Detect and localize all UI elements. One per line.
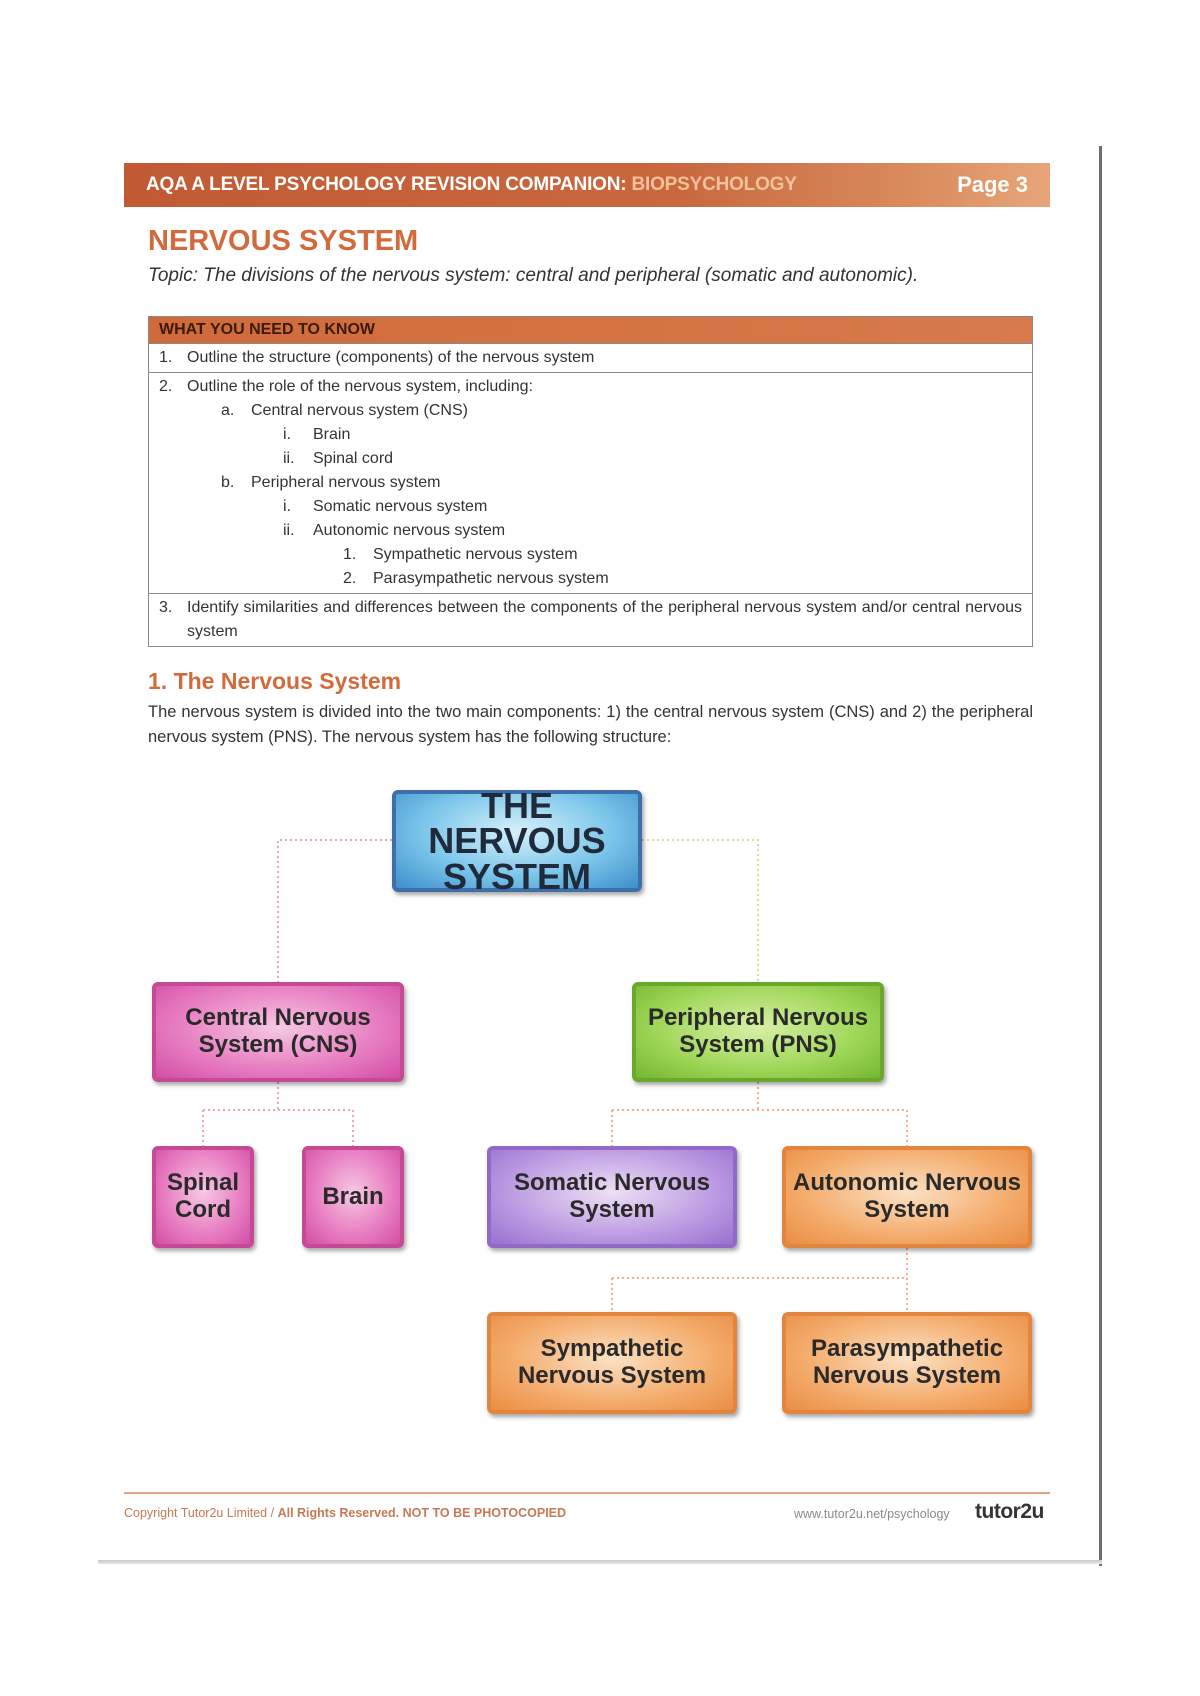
list-number: i. (283, 426, 291, 443)
list-number: i. (283, 498, 291, 515)
list-text: Peripheral nervous system (251, 474, 441, 491)
node-label: System (864, 1196, 950, 1223)
footer-url: www.tutor2u.net/psychology (794, 1507, 950, 1521)
tutor2u-logo: tutor2u (975, 1500, 1044, 1523)
header-title (146, 174, 797, 196)
what-you-need-to-know-box (148, 316, 1033, 647)
section-heading: 1. The Nervous System (148, 668, 402, 694)
node-label: THE NERVOUS (428, 785, 606, 862)
connector-autonomic-children (612, 1248, 907, 1312)
list-text: Parasympathetic nervous system (373, 570, 609, 587)
list-number: 2. (159, 378, 173, 395)
node-label: Sympathetic (540, 1335, 684, 1363)
node-autonomic-nervous-system (782, 1146, 1032, 1248)
footer-separator: / (267, 1506, 278, 1520)
list-text: Spinal cord (313, 450, 394, 467)
header-title-accent: BIOPSYCHOLOGY (631, 174, 797, 195)
node-somatic-nervous-system (487, 1146, 737, 1248)
list-number: ii. (283, 522, 295, 539)
connector-root-cns (278, 840, 392, 982)
list-text: Autonomic nervous system (313, 522, 506, 539)
list-number: 3. (159, 599, 173, 616)
node-label: Nervous System (812, 1362, 1002, 1389)
node-parasympathetic-nervous-system (782, 1312, 1032, 1414)
list-text: Central nervous system (CNS) (251, 402, 468, 419)
list-number: a. (221, 402, 235, 419)
page-bottom-shadow (98, 1560, 1102, 1564)
section-paragraph: The nervous system is divided into the two main components: 1) the central nervous system (CNS) and 2) the peripheral nervous system (PNS). The nervous system has the following structure: (148, 703, 1033, 746)
node-label: Somatic Nervous (513, 1169, 711, 1197)
node-peripheral-nervous-system (632, 982, 884, 1082)
node-sympathetic-nervous-system (487, 1312, 737, 1414)
node-nervous-system (392, 785, 642, 897)
node-label: Peripheral Nervous (647, 1004, 869, 1032)
node-label: Nervous System (517, 1362, 707, 1389)
node-spinal-cord (152, 1146, 254, 1248)
node-brain (302, 1146, 404, 1248)
node-label: Central Nervous (185, 1004, 371, 1032)
topic-line: Topic: The divisions of the nervous system: central and peripheral (somatic and autonomic). (148, 265, 919, 286)
connector-cns-children (203, 1082, 353, 1146)
node-label: Autonomic Nervous (792, 1169, 1022, 1197)
copyright-text: Copyright Tutor2u Limited (124, 1506, 268, 1520)
wytk-heading: WHAT YOU NEED TO KNOW (149, 317, 1032, 343)
list-text: Outline the role of the nervous system, including: (187, 378, 533, 395)
node-label: Brain (322, 1182, 384, 1210)
list-number: 1. (343, 546, 357, 563)
node-label: System (PNS) (679, 1031, 837, 1058)
connector-pns-children (612, 1082, 907, 1146)
node-label: Cord (174, 1196, 231, 1223)
wytk-item-3 (149, 593, 1032, 646)
header-title-prefix: AQA A LEVEL PSYCHOLOGY REVISION COMPANION: (146, 174, 632, 195)
node-label: Spinal (166, 1169, 239, 1197)
node-label: System (569, 1196, 655, 1223)
node-label: Parasympathetic (810, 1335, 1004, 1363)
connector-root-pns (642, 840, 758, 982)
header-banner (124, 163, 1050, 207)
list-number: 2. (343, 570, 357, 587)
node-label: System (CNS) (198, 1031, 358, 1058)
node-label: SYSTEM (442, 855, 592, 897)
node-central-nervous-system (152, 982, 404, 1082)
list-number: b. (221, 474, 235, 491)
list-number: 1. (159, 349, 173, 366)
footer-divider (124, 1492, 1050, 1494)
page-edge-shadow (1099, 146, 1102, 1566)
list-number: ii. (283, 450, 295, 467)
list-text: Outline the structure (components) of the nervous system (187, 349, 595, 366)
footer-copyright (124, 1506, 566, 1520)
wytk-item-2 (149, 372, 1032, 593)
list-text: Brain (313, 426, 351, 443)
list-text: Sympathetic nervous system (373, 546, 578, 563)
page-number: Page 3 (957, 172, 1028, 197)
list-text: Somatic nervous system (313, 498, 488, 515)
rights-text: All Rights Reserved. NOT TO BE PHOTOCOPIED (277, 1506, 567, 1520)
list-text: Identify similarities and differences between the components of the peripheral nervous system and/or central nervous system (187, 599, 1022, 640)
wytk-item-1 (149, 343, 1032, 372)
page-title: NERVOUS SYSTEM (148, 225, 419, 257)
